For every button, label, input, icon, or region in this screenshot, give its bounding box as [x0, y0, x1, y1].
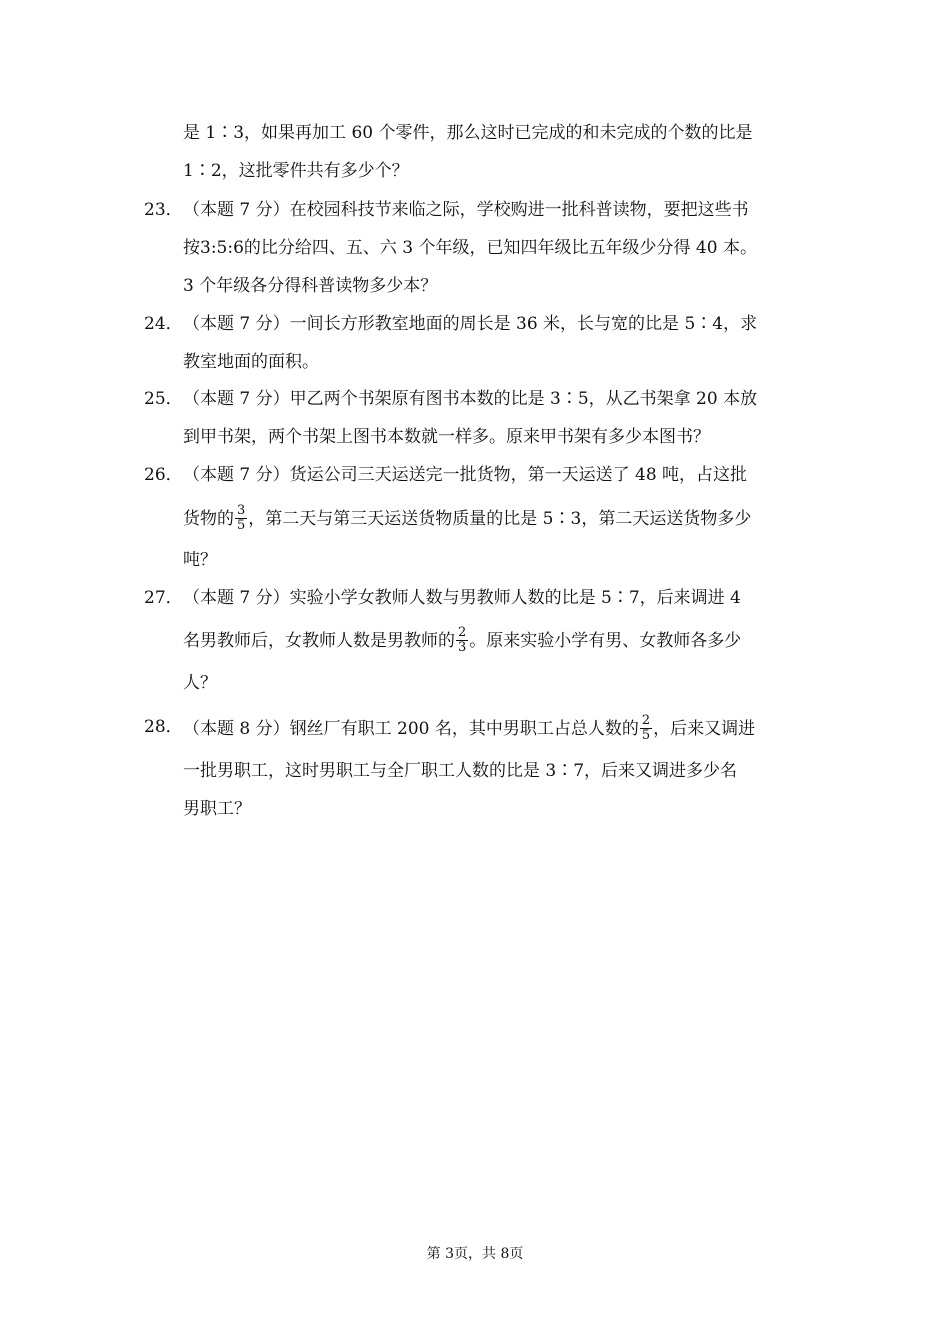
q26-line-1: （本题 7 分）货运公司三天运送完一批货物，第一天运送了 48 吨，占这批 — [183, 465, 748, 485]
q25-line-1: （本题 7 分）甲乙两个书架原有图书本数的比是 3∶5，从乙书架拿 20 本放 — [183, 389, 758, 409]
q27-line-3: 人？ — [183, 673, 217, 693]
q28-fraction — [640, 714, 652, 743]
q28-line-2: 一批男职工，这时男职工与全厂职工人数的比是 3∶7，后来又调进多少名 — [183, 761, 738, 781]
q23-number: 23． — [144, 200, 183, 220]
page-footer: 第 3页，共 8页 — [426, 1246, 524, 1262]
q22-line-1: 是 1∶3，如果再加工 60 个零件，那么这时已完成的和未完成的个数的比是 — [183, 123, 753, 143]
q23-line-1: （本题 7 分）在校园科技节来临之际，学校购进一批科普读物，要把这些书 — [183, 200, 749, 220]
q28-line-1-after: ，后来又调进 — [653, 719, 756, 739]
q27-fraction-denominator: 3 — [458, 640, 467, 655]
q23-line-2: 按3:5:6的比分给四、五、六 3 个年级，已知四年级比五年级少分得 40 本。 — [183, 238, 757, 258]
q26-line-3: 吨？ — [183, 550, 217, 570]
q27-number: 27． — [144, 588, 183, 608]
q28-line-1-before: （本题 8 分）钢丝厂有职工 200 名，其中男职工占总人数的 — [183, 719, 639, 739]
q27-line-1: （本题 7 分）实验小学女教师人数与男教师人数的比是 5∶7，后来调进 4 — [183, 588, 741, 608]
q26-fraction-denominator: 5 — [237, 518, 246, 533]
q25-line-2: 到甲书架，两个书架上图书本数就一样多。原来甲书架有多少本图书？ — [183, 427, 710, 447]
q24-number: 24． — [144, 314, 183, 334]
q23-line-3: 3 个年级各分得科普读物多少本？ — [183, 276, 438, 296]
q26-fraction-numerator: 3 — [237, 503, 246, 518]
q22-line-2: 1∶2，这批零件共有多少个？ — [183, 161, 409, 181]
q26-number: 26． — [144, 465, 183, 485]
q24-line-1: （本题 7 分）一间长方形教室地面的周长是 36 米，长与宽的比是 5∶4，求 — [183, 314, 758, 334]
q27-line-2-after: 。原来实验小学有男、女教师各多少 — [469, 631, 742, 651]
q27-line-2 — [183, 627, 741, 656]
q28-fraction-denominator: 5 — [641, 728, 651, 743]
q26-fraction — [235, 504, 247, 533]
q28-line-3: 男职工？ — [183, 799, 251, 819]
q28-fraction-numerator: 2 — [641, 713, 651, 728]
q26-line-2 — [183, 505, 751, 534]
q27-line-2-before: 名男教师后，女教师人数是男教师的 — [183, 631, 455, 651]
q26-line-2-after: ，第二天与第三天运送货物质量的比是 5∶3，第二天运送货物多少 — [248, 509, 752, 529]
q24-line-2: 教室地面的面积。 — [183, 352, 319, 372]
q26-line-2-before: 货物的 — [183, 509, 234, 529]
q27-fraction-numerator: 2 — [458, 625, 467, 640]
q28-line-1 — [183, 715, 755, 744]
q25-number: 25． — [144, 389, 183, 409]
q28-number: 28． — [144, 717, 183, 737]
q27-fraction — [456, 626, 468, 655]
